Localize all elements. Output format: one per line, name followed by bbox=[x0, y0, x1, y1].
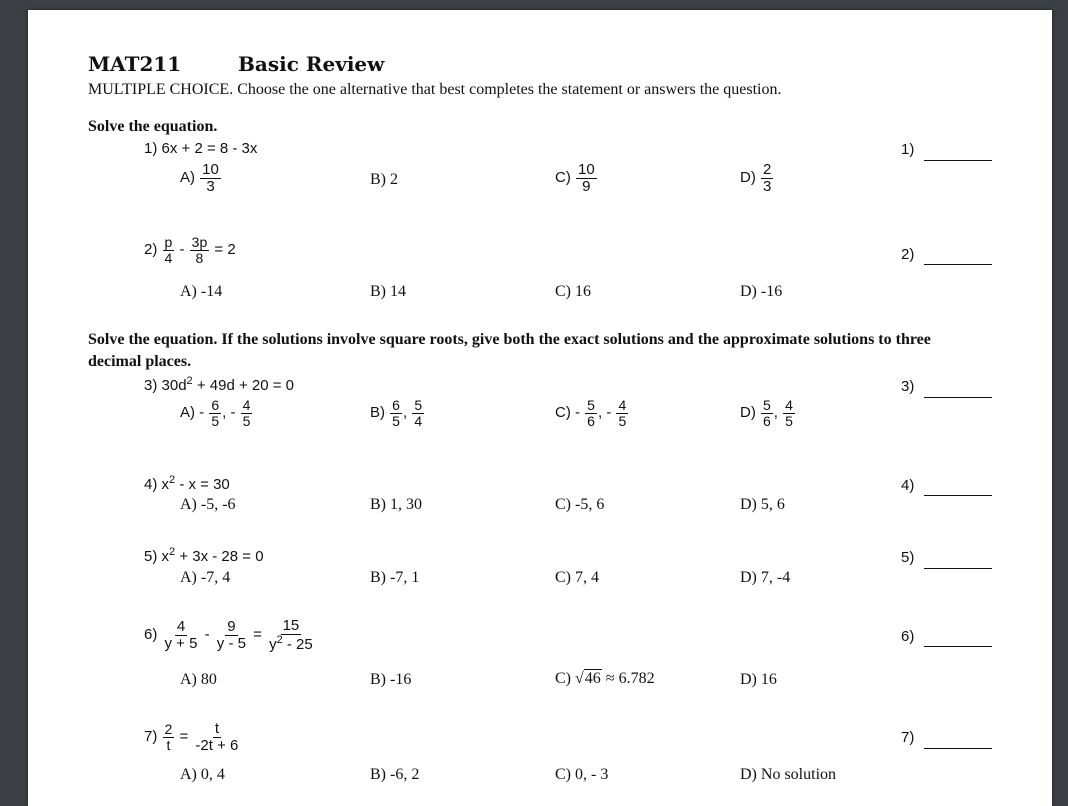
page-title: Basic Review bbox=[238, 52, 385, 76]
answer-blank[interactable] bbox=[924, 264, 992, 265]
choice-a: A) -7, 4 bbox=[180, 569, 231, 586]
answer-number: 2) bbox=[901, 246, 915, 263]
choice-a: A) -5, -6 bbox=[180, 496, 236, 513]
answer-number: 3) bbox=[901, 378, 915, 395]
choice-d: D) -16 bbox=[740, 283, 783, 300]
question-6: 6) $\frac{4}{y + 5}$ - $\frac{9}{y - 5}$ = $\frac{15}{y^2 - 25}$ bbox=[144, 617, 313, 653]
choice-d: D) 7, -4 bbox=[740, 569, 791, 586]
answer-number: 1) bbox=[901, 141, 915, 158]
square-root: √46 bbox=[575, 670, 601, 687]
instructions: MULTIPLE CHOICE. Choose the one alternative that best completes the statement or answers the question. bbox=[88, 81, 782, 98]
document-page bbox=[28, 10, 1052, 806]
choice-c: C) -5, 6 bbox=[555, 496, 605, 513]
choice-c: C) √46 ≈ 6.782 bbox=[555, 670, 655, 687]
question-5: 5) $x^2 + 3x - 28 = 0$ bbox=[144, 546, 264, 565]
choice-a: A) $\frac{10}{3}$ bbox=[180, 161, 219, 195]
choice-c: C) 7, 4 bbox=[555, 569, 599, 586]
answer-number: 6) bbox=[901, 628, 915, 645]
answer-number: 4) bbox=[901, 477, 915, 494]
choice-b: B) -7, 1 bbox=[370, 569, 420, 586]
choice-a: A) -14 bbox=[180, 283, 223, 300]
choice-d: D) 5, 6 bbox=[740, 496, 785, 513]
choice-c: C) 0, - 3 bbox=[555, 766, 609, 783]
answer-blank[interactable] bbox=[924, 160, 992, 161]
choice-c: C) - $\frac{5}{6}$ , - $\frac{4}{5}$ bbox=[555, 397, 627, 429]
equation: 6x + 2 = 8 - 3x bbox=[161, 140, 258, 157]
answer-blank[interactable] bbox=[924, 568, 992, 569]
choice-c: C) $\frac{10}{9}$ bbox=[555, 161, 595, 195]
choice-b: B) 1, 30 bbox=[370, 496, 422, 513]
section-heading-2: Solve the equation. If the solutions involve square roots, give both the exact solutions and the approximate solutions to three decimal places. bbox=[88, 331, 931, 370]
question-1 bbox=[144, 140, 257, 157]
choice-b: B) $\frac{6}{5}$ , $\frac{5}{4}$ bbox=[370, 397, 423, 429]
section-heading-1: Solve the equation. bbox=[88, 118, 218, 135]
choice-b: B) -6, 2 bbox=[370, 766, 420, 783]
choice-b: B) -16 bbox=[370, 671, 412, 688]
answer-number: 7) bbox=[901, 729, 915, 746]
answer-blank[interactable] bbox=[924, 748, 992, 749]
choice-a: A) - $\frac{6}{5}$ , - $\frac{4}{5}$ bbox=[180, 397, 251, 429]
course-code: MAT211 bbox=[88, 52, 182, 76]
question-7: 7) $\frac{2}{t}$ = $\frac{t}{-2t + 6}$ bbox=[144, 720, 239, 754]
choice-d: D) No solution bbox=[740, 766, 837, 783]
choice-c: C) 16 bbox=[555, 283, 591, 300]
question-4: 4) $x^2 - x = 30$ bbox=[144, 474, 230, 493]
choice-a: A) 0, 4 bbox=[180, 766, 225, 783]
choice-b: B) 14 bbox=[370, 283, 406, 300]
answer-number: 5) bbox=[901, 549, 915, 566]
question-number: 1) bbox=[144, 140, 158, 157]
choice-d: D) $\frac{5}{6}$ , $\frac{4}{5}$ bbox=[740, 397, 793, 429]
question-2: 2) $\frac{p}{4}$ - $\frac{3p}{8}$ = 2 bbox=[144, 234, 236, 266]
choice-a: A) 80 bbox=[180, 671, 217, 688]
answer-blank[interactable] bbox=[924, 495, 992, 496]
answer-blank[interactable] bbox=[924, 397, 992, 398]
choice-b: B) 2 bbox=[370, 171, 398, 188]
choice-d: D) $\frac{2}{3}$ bbox=[740, 161, 772, 195]
choice-d: D) 16 bbox=[740, 671, 777, 688]
answer-blank[interactable] bbox=[924, 646, 992, 647]
question-3: 3) $30d^2 + 49d + 20 = 0$ bbox=[144, 375, 295, 394]
